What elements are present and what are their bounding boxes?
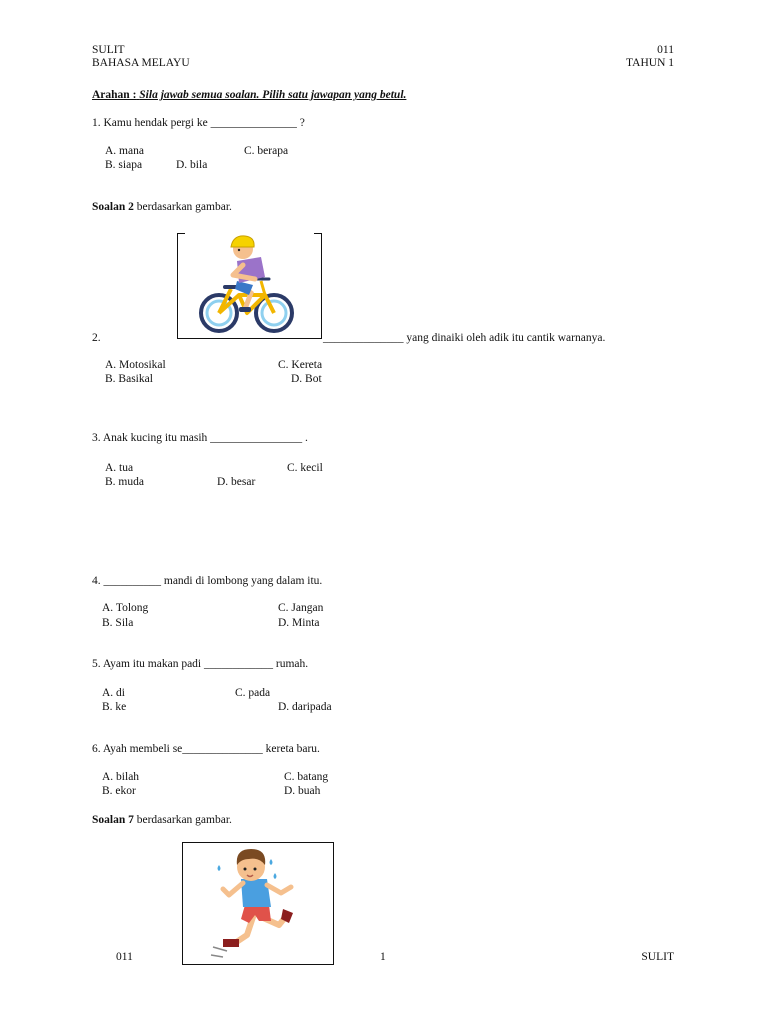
boy-running-icon [183, 843, 333, 964]
question-5: 5. Ayam itu makan padi ____________ rumah. [92, 658, 309, 670]
q2-option-d[interactable]: D. Bot [291, 373, 322, 385]
q1-option-b[interactable]: B. siapa [105, 159, 143, 171]
footer-code: 011 [116, 951, 133, 963]
question-4: 4. __________ mandi di lombong yang dalam itu. [92, 575, 323, 587]
q3-option-a[interactable]: A. tua [105, 462, 134, 474]
header-code: 011 [657, 44, 674, 56]
question-2: ______________ yang dinaiki oleh adik itu cantik warnanya. [323, 332, 606, 344]
q5-option-b[interactable]: B. ke [102, 701, 127, 713]
boy-riding-bicycle-icon [177, 233, 322, 339]
q4-option-d[interactable]: D. Minta [278, 617, 320, 629]
running-boy-picture-frame [182, 842, 334, 965]
q1-option-a[interactable]: A. mana [105, 145, 144, 157]
question-1: 1. Kamu hendak pergi ke _______________ ? [92, 117, 305, 129]
instruction-text: Sila jawab semua soalan. Pilih satu jawapan yang betul. [139, 89, 407, 101]
soalan-7-rest: berdasarkan gambar. [136, 814, 232, 826]
header-subject: BAHASA MELAYU [92, 57, 190, 69]
soalan-2-rest: berdasarkan gambar. [136, 201, 232, 213]
q2-option-a[interactable]: A. Motosikal [105, 359, 166, 371]
question-3: 3. Anak kucing itu masih ________________ . [92, 432, 308, 444]
q3-option-c[interactable]: C. kecil [287, 462, 323, 474]
header-year: TAHUN 1 [626, 57, 674, 69]
q1-option-d[interactable]: D. bila [176, 159, 208, 171]
q6-option-c[interactable]: C. batang [284, 771, 329, 783]
q4-option-b[interactable]: B. Sila [102, 617, 134, 629]
q4-option-a[interactable]: A. Tolong [102, 602, 149, 614]
footer-sulit: SULIT [641, 951, 674, 963]
q6-option-b[interactable]: B. ekor [102, 785, 136, 797]
soalan-2-note [92, 202, 232, 214]
q5-option-c[interactable]: C. pada [235, 687, 271, 699]
soalan-2-label: Soalan 2 [92, 201, 134, 213]
footer-page-number: 1 [380, 951, 386, 963]
question-6: 6. Ayah membeli se______________ kereta baru. [92, 743, 320, 755]
q3-option-d[interactable]: D. besar [217, 476, 256, 488]
q5-option-a[interactable]: A. di [102, 687, 125, 699]
q4-option-c[interactable]: C. Jangan [278, 602, 324, 614]
instruction [92, 90, 406, 102]
instruction-label: Arahan : [92, 89, 137, 101]
q6-option-d[interactable]: D. buah [284, 785, 321, 797]
question-2-number: 2. [92, 332, 101, 344]
q3-option-b[interactable]: B. muda [105, 476, 144, 488]
q5-option-d[interactable]: D. daripada [278, 701, 332, 713]
q6-option-a[interactable]: A. bilah [102, 771, 140, 783]
q2-option-c[interactable]: C. Kereta [278, 359, 323, 371]
soalan-7-note [92, 815, 232, 827]
bicycle-picture-frame [177, 233, 322, 339]
q2-option-b[interactable]: B. Basikal [105, 373, 153, 385]
soalan-7-label: Soalan 7 [92, 814, 134, 826]
q1-option-c[interactable]: C. berapa [244, 145, 289, 157]
header-sulit: SULIT [92, 44, 125, 56]
